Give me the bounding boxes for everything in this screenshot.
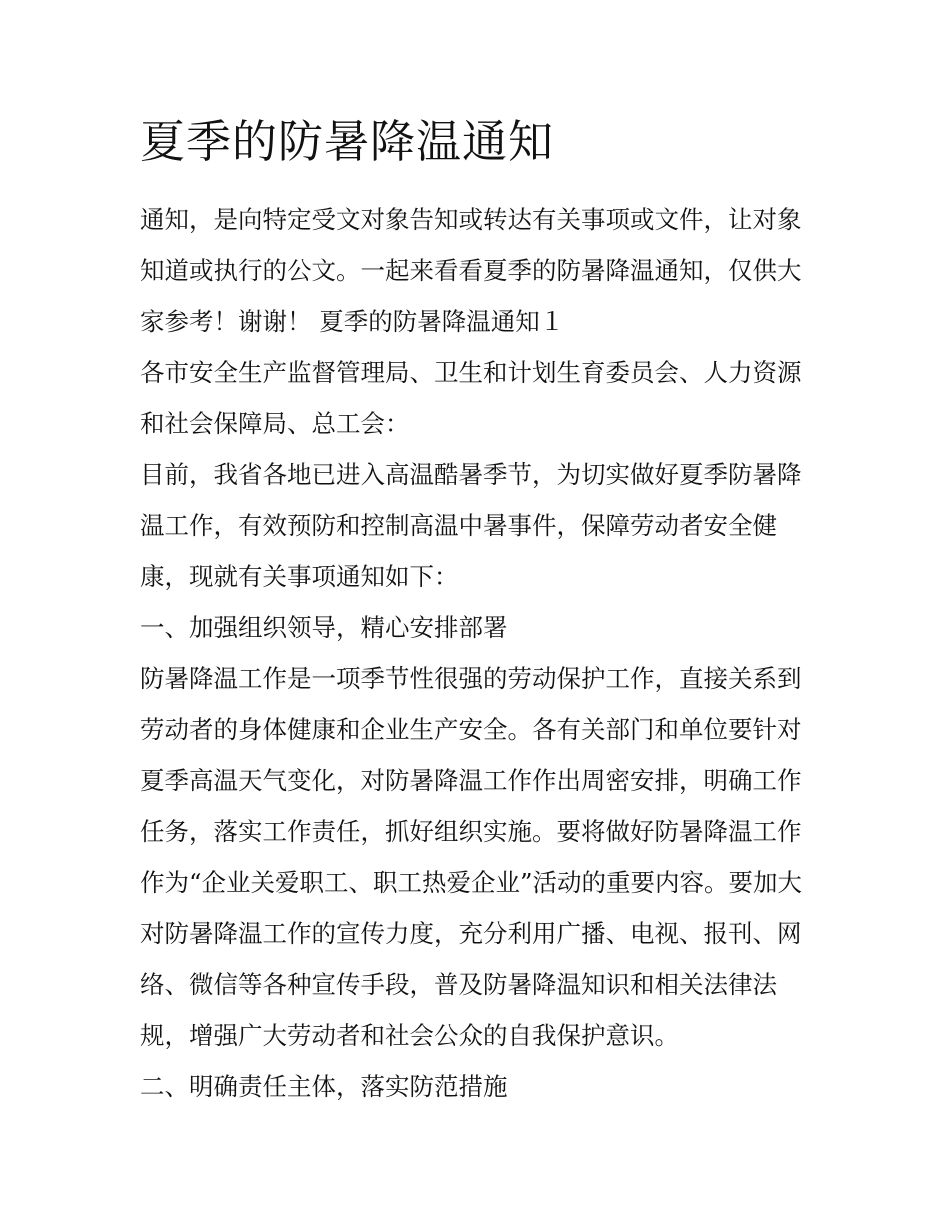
body-line: 通知，是向特定受文对象告知或转达有关事项或文件，让对象: [140, 205, 802, 234]
body-line: 目前，我省各地已进入高温酷暑季节，为切实做好夏季防暑降: [140, 460, 802, 489]
body-line: 家参考！谢谢！ 夏季的防暑降温通知１: [140, 307, 565, 336]
body-line: 络、微信等各种宣传手段，普及防暑降温知识和相关法律法: [140, 970, 777, 999]
document-title: 夏季的防暑降温通知: [140, 115, 555, 168]
body-line: 温工作，有效预防和控制高温中暑事件，保障劳动者安全健: [140, 511, 777, 540]
body-line: 对防暑降温工作的宣传力度，充分利用广播、电视、报刊、网: [140, 919, 802, 948]
body-line: 和社会保障局、总工会：: [140, 409, 410, 438]
body-line: 康，现就有关事项通知如下：: [140, 562, 459, 591]
body-line: 知道或执行的公文。一起来看看夏季的防暑降温通知，仅供大: [140, 256, 802, 285]
body-line: 任务，落实工作责任，抓好组织实施。要将做好防暑降温工作: [140, 817, 802, 846]
section-heading: 二、明确责任主体，落实防范措施: [140, 1072, 508, 1101]
body-line: 规，增强广大劳动者和社会公众的自我保护意识。: [140, 1021, 679, 1050]
body-line: 夏季高温天气变化，对防暑降温工作作出周密安排，明确工作: [140, 766, 802, 795]
body-line: 作为“企业关爱职工、职工热爱企业”活动的重要内容。要加大: [140, 868, 803, 897]
body-line: 各市安全生产监督管理局、卫生和计划生育委员会、人力资源: [140, 358, 802, 387]
body-line: 防暑降温工作是一项季节性很强的劳动保护工作，直接关系到: [140, 664, 802, 693]
body-line: 劳动者的身体健康和企业生产安全。各有关部门和单位要针对: [140, 715, 802, 744]
section-heading: 一、加强组织领导，精心安排部署: [140, 613, 508, 642]
